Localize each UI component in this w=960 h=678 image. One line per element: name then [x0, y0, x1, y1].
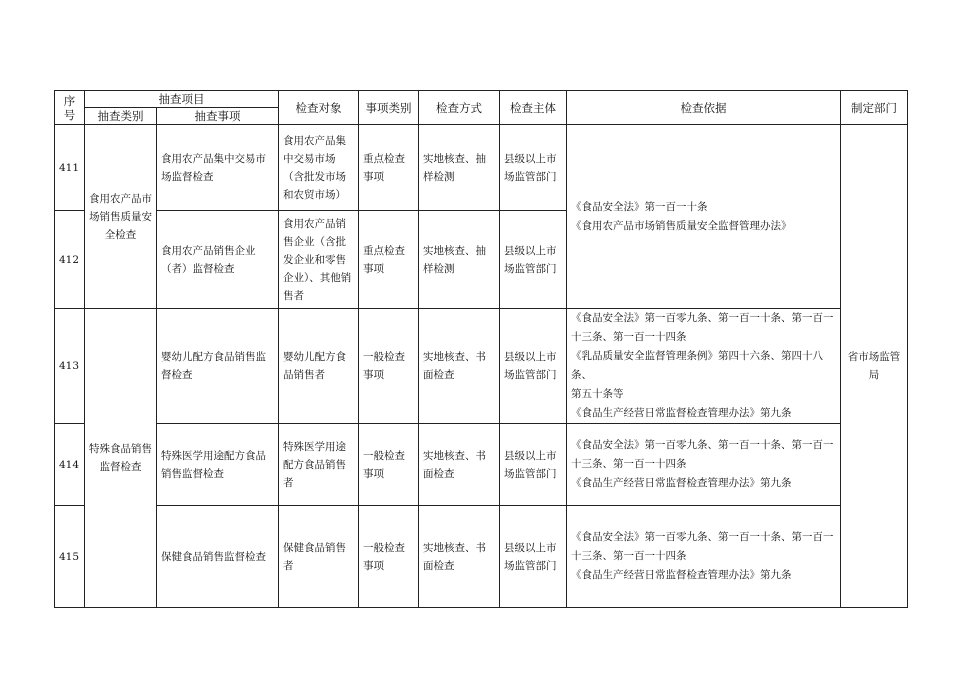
header-item: 抽查事项	[157, 108, 279, 125]
target-cell: 特殊医学用途配方食品销售者	[279, 424, 359, 506]
table-row	[55, 506, 908, 608]
basis-line: 《食品安全法》第一百零九条、第一百一十条、第一百一	[571, 531, 834, 543]
type-cell: 一般检查事项	[359, 309, 419, 424]
item-cell: 特殊医学用途配方食品销售监督检查	[157, 424, 279, 506]
basis-cell	[567, 309, 841, 424]
method-cell: 实地核查、抽样检测	[419, 211, 500, 309]
category-cell: 食用农产品市场销售质量安全检查	[85, 125, 157, 309]
category-cell: 特殊食品销售监督检查	[85, 309, 157, 608]
target-cell: 食用农产品集中交易市场（含批发市场和农贸市场）	[279, 125, 359, 211]
basis-line: 《乳品质量安全监督管理条例》第四十六条、第四十八条、	[571, 350, 823, 381]
basis-cell	[567, 125, 841, 309]
row-number: 412	[55, 211, 85, 309]
basis-cell	[567, 424, 841, 506]
subject-cell: 县级以上市场监管部门	[500, 211, 567, 309]
subject-cell: 县级以上市场监管部门	[500, 506, 567, 608]
row-number: 415	[55, 506, 85, 608]
target-cell: 婴幼儿配方食品销售者	[279, 309, 359, 424]
basis-line: 十三条、第一百一十四条	[571, 331, 687, 343]
method-cell: 实地核查、抽样检测	[419, 125, 500, 211]
subject-cell: 县级以上市场监管部门	[500, 424, 567, 506]
header-basis: 检查依据	[567, 91, 841, 125]
item-cell: 食用农产品集中交易市场监督检查	[157, 125, 279, 211]
row-number: 413	[55, 309, 85, 424]
basis-line: 《食品安全法》第一百零九条、第一百一十条、第一百一	[571, 439, 834, 451]
basis-line: 《食品生产经营日常监督检查管理办法》第九条	[571, 569, 792, 581]
type-cell: 重点检查事项	[359, 211, 419, 309]
basis-cell	[567, 506, 841, 608]
inspection-table	[54, 90, 908, 608]
table-row	[55, 125, 908, 211]
header-subject: 检查主体	[500, 91, 567, 125]
target-cell: 食用农产品销售企业（含批发企业和零售企业）、其他销售者	[279, 211, 359, 309]
type-cell: 重点检查事项	[359, 125, 419, 211]
header-project-group: 抽查项目	[85, 91, 279, 108]
basis-line: 第五十条等	[571, 388, 624, 400]
method-cell: 实地核查、书面检查	[419, 424, 500, 506]
basis-line: 十三条、第一百一十四条	[571, 458, 687, 470]
type-cell: 一般检查事项	[359, 424, 419, 506]
header-item-type: 事项类别	[359, 91, 419, 125]
item-cell: 保健食品销售监督检查	[157, 506, 279, 608]
item-cell: 婴幼儿配方食品销售监督检查	[157, 309, 279, 424]
basis-line: 《食品安全法》第一百一十条	[571, 200, 708, 213]
header-dept: 制定部门	[841, 91, 908, 125]
dept-cell: 省市场监管局	[841, 125, 908, 608]
table-row	[55, 424, 908, 506]
basis-line: 《食用农产品市场销售质量安全监督管理办法》	[571, 219, 792, 232]
basis-line: 《食品生产经营日常监督检查管理办法》第九条	[571, 477, 792, 489]
basis-line: 十三条、第一百一十四条	[571, 550, 687, 562]
header-method: 检查方式	[419, 91, 500, 125]
subject-cell: 县级以上市场监管部门	[500, 309, 567, 424]
row-number: 411	[55, 125, 85, 211]
method-cell: 实地核查、书面检查	[419, 506, 500, 608]
item-cell: 食用农产品销售企业（者）监督检查	[157, 211, 279, 309]
header-target: 检查对象	[279, 91, 359, 125]
basis-line: 《食品安全法》第一百零九条、第一百一十条、第一百一	[571, 312, 834, 324]
table-row	[55, 309, 908, 424]
header-category: 抽查类别	[85, 108, 157, 125]
row-number: 414	[55, 424, 85, 506]
target-cell: 保健食品销售者	[279, 506, 359, 608]
subject-cell: 县级以上市场监管部门	[500, 125, 567, 211]
type-cell: 一般检查事项	[359, 506, 419, 608]
basis-line: 《食品生产经营日常监督检查管理办法》第九条	[571, 407, 792, 419]
header-seq: 序号	[55, 91, 85, 125]
method-cell: 实地核查、书面检查	[419, 309, 500, 424]
